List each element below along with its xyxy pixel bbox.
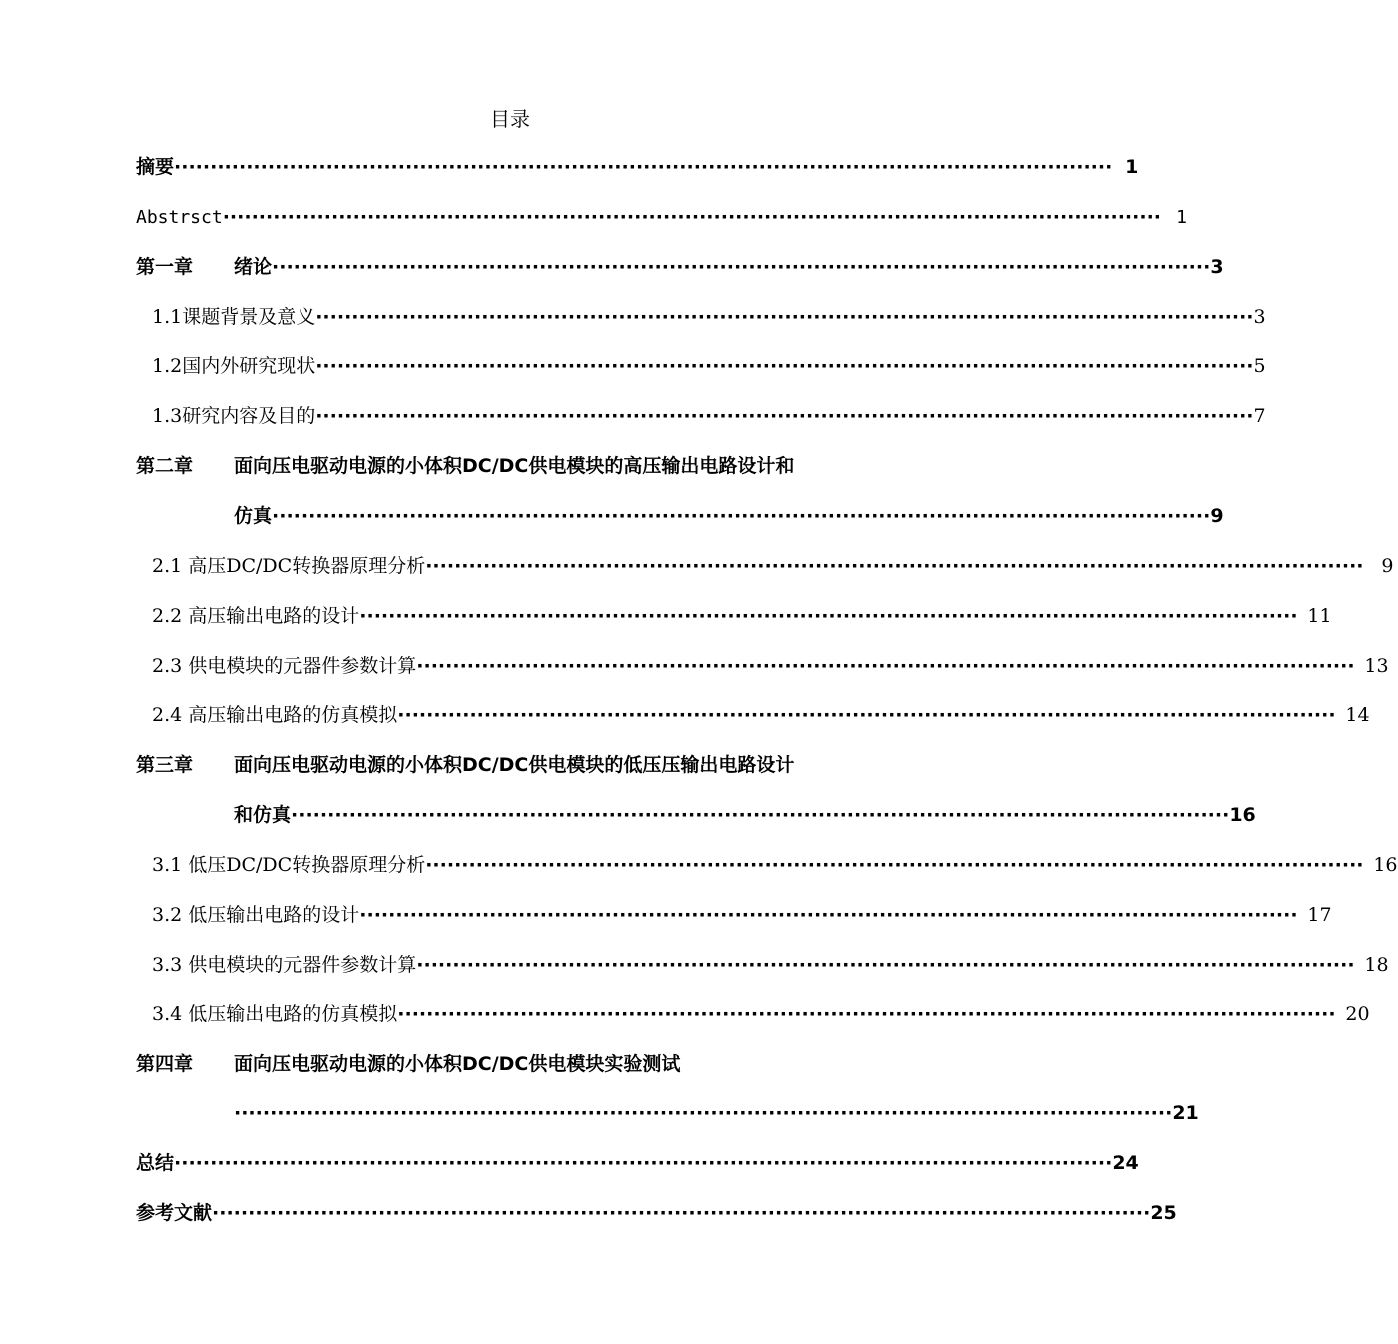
toc-entry-page: 16 bbox=[1229, 804, 1256, 826]
leader-dots: ·································································································································· bbox=[291, 804, 1230, 826]
toc-entry-chapter-1[interactable] bbox=[136, 252, 1224, 282]
toc-entry-label: 总结 bbox=[136, 1152, 175, 1174]
leader-dots: ·································································································································· bbox=[397, 704, 1336, 726]
chapter-number: 第三章 bbox=[136, 754, 194, 776]
toc-entry-section-1-1[interactable] bbox=[152, 302, 1266, 332]
toc-entry-label: 面向压电驱动电源的小体积DC/DC供电模块实验测试 bbox=[234, 1053, 681, 1075]
toc-entry-label: Abstrsct bbox=[136, 207, 223, 228]
toc-title: 目录 bbox=[490, 107, 530, 131]
toc-entry-section-3-1[interactable] bbox=[152, 850, 1398, 880]
leader-dots: ·································································································································· bbox=[315, 355, 1254, 377]
toc-entry-label: 3.3 供电模块的元器件参数计算 bbox=[152, 954, 417, 976]
toc-entry-label: 3.1 低压DC/DC转换器原理分析 bbox=[152, 854, 426, 876]
toc-entry-label: 绪论 bbox=[234, 256, 273, 278]
chapter-number: 第二章 bbox=[136, 455, 194, 477]
toc-entry-label: 2.1 高压DC/DC转换器原理分析 bbox=[152, 555, 426, 577]
leader-dots: ·································································································································· bbox=[272, 505, 1211, 527]
leader-dots: ·································································································································· bbox=[397, 1003, 1336, 1025]
toc-entry-page: 17 bbox=[1307, 904, 1332, 926]
leader-dots: ·································································································································· bbox=[315, 306, 1254, 328]
toc-entry-label: 仿真 bbox=[234, 505, 273, 527]
toc-entry-section-3-3[interactable] bbox=[152, 950, 1389, 980]
toc-entry-page: 13 bbox=[1364, 655, 1389, 677]
leader-dots: ·································································································································· bbox=[359, 605, 1298, 627]
toc-entry-page: 25 bbox=[1150, 1202, 1177, 1224]
toc-entry-page: 1 bbox=[1125, 156, 1139, 178]
toc-entry-page: 24 bbox=[1112, 1152, 1139, 1174]
leader-dots: ·································································································································· bbox=[425, 854, 1364, 876]
toc-entry-page: 9 bbox=[1210, 505, 1224, 527]
toc-entry-page: 20 bbox=[1345, 1003, 1370, 1025]
toc-entry-label: 2.2 高压输出电路的设计 bbox=[152, 605, 360, 627]
toc-entry-chapter-3-cont[interactable] bbox=[234, 800, 1256, 830]
toc-entry-page: 16 bbox=[1373, 854, 1398, 876]
leader-dots: ·································································································································· bbox=[315, 405, 1254, 427]
toc-entry-label: 1.3研究内容及目的 bbox=[152, 405, 316, 427]
toc-entry-label: 参考文献 bbox=[136, 1202, 213, 1224]
toc-entry-label: 面向压电驱动电源的小体积DC/DC供电模块的低压压输出电路设计 bbox=[234, 754, 795, 776]
leader-dots: ·································································································································· bbox=[174, 1152, 1113, 1174]
toc-entry-section-1-3[interactable] bbox=[152, 401, 1266, 431]
leader-dots: ·································································································································· bbox=[212, 1202, 1151, 1224]
toc-entry-page: 1 bbox=[1176, 207, 1188, 228]
toc-entry-abstract-cn[interactable] bbox=[136, 152, 1139, 182]
leader-dots: ·································································································································· bbox=[416, 954, 1355, 976]
toc-entry-label: 面向压电驱动电源的小体积DC/DC供电模块的高压输出电路设计和 bbox=[234, 455, 795, 477]
toc-entry-section-2-2[interactable] bbox=[152, 601, 1332, 631]
toc-entry-chapter-4[interactable] bbox=[136, 1049, 680, 1079]
toc-entry-label: 1.2国内外研究现状 bbox=[152, 355, 316, 377]
leader-dots: ·································································································································· bbox=[359, 904, 1298, 926]
toc-entry-chapter-2[interactable] bbox=[136, 451, 794, 481]
leader-dots: ·································································································································· bbox=[222, 206, 1162, 228]
toc-entry-chapter-2-cont[interactable] bbox=[234, 501, 1224, 531]
toc-entry-page: 3 bbox=[1253, 306, 1266, 328]
leader-dots: ·································································································································· bbox=[234, 1102, 1173, 1124]
toc-entry-page: 21 bbox=[1172, 1102, 1199, 1124]
toc-entry-section-1-2[interactable] bbox=[152, 351, 1266, 381]
toc-entry-page: 5 bbox=[1253, 355, 1266, 377]
toc-entry-page: 9 bbox=[1381, 555, 1394, 577]
toc-entry-label: 1.1课题背景及意义 bbox=[152, 306, 316, 328]
toc-entry-page: 11 bbox=[1307, 605, 1332, 627]
leader-dots: ·································································································································· bbox=[416, 655, 1355, 677]
toc-entry-label: 和仿真 bbox=[234, 804, 292, 826]
toc-entry-label: 3.4 低压输出电路的仿真模拟 bbox=[152, 1003, 398, 1025]
toc-entry-page: 18 bbox=[1364, 954, 1389, 976]
leader-dots: ·································································································································· bbox=[425, 555, 1364, 577]
toc-entry-abstract-en[interactable] bbox=[136, 202, 1188, 232]
toc-entry-section-2-4[interactable] bbox=[152, 700, 1370, 730]
toc-entry-label: 2.3 供电模块的元器件参数计算 bbox=[152, 655, 417, 677]
toc-entry-label: 2.4 高压输出电路的仿真模拟 bbox=[152, 704, 398, 726]
toc-entry-page: 3 bbox=[1210, 256, 1224, 278]
toc-entry-label: 3.2 低压输出电路的设计 bbox=[152, 904, 360, 926]
toc-entry-references[interactable] bbox=[136, 1198, 1177, 1228]
toc-entry-label: 摘要 bbox=[136, 156, 175, 178]
toc-entry-section-2-1[interactable] bbox=[152, 551, 1394, 581]
toc-entry-section-3-4[interactable] bbox=[152, 999, 1370, 1029]
toc-entry-section-3-2[interactable] bbox=[152, 900, 1332, 930]
leader-dots: ·································································································································· bbox=[272, 256, 1211, 278]
toc-entry-page: 7 bbox=[1253, 405, 1266, 427]
leader-dots: ·································································································································· bbox=[174, 156, 1113, 178]
chapter-number: 第四章 bbox=[136, 1053, 194, 1075]
chapter-number: 第一章 bbox=[136, 256, 194, 278]
toc-entry-summary[interactable] bbox=[136, 1148, 1139, 1178]
toc-entry-section-2-3[interactable] bbox=[152, 651, 1389, 681]
toc-entry-page: 14 bbox=[1345, 704, 1370, 726]
toc-entry-chapter-4-cont[interactable] bbox=[234, 1098, 1199, 1128]
toc-entry-chapter-3[interactable] bbox=[136, 750, 794, 780]
